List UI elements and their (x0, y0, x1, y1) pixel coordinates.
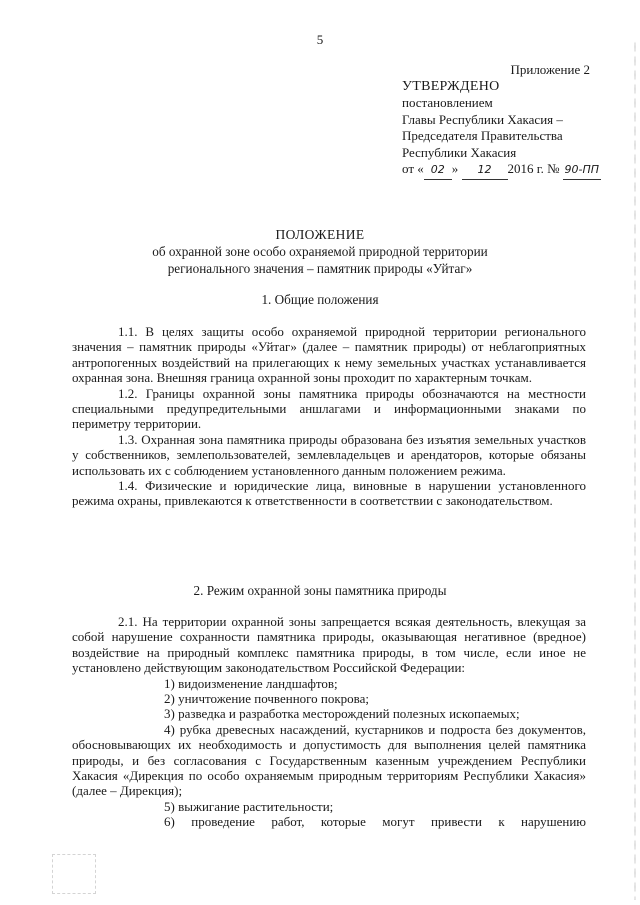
section-heading: 2. Режим охранной зоны памятника природы (193, 583, 447, 598)
section-1-body (72, 324, 586, 509)
list-item (72, 676, 586, 691)
title-main: ПОЛОЖЕНИЕ (275, 227, 365, 242)
list-number: 1) (164, 675, 175, 691)
list-number: 6) (164, 814, 175, 830)
page-number: 5 (316, 32, 324, 47)
paragraph: 1.4. Физические и юридические лица, виновные в нарушении установленного режима охраны, привлекаются к ответственности в соответствии с законодательством. (72, 478, 586, 509)
list-number: 2) (164, 691, 175, 707)
approval-line: постановлением (402, 95, 493, 110)
list-text: уничтожение почвенного покрова; (178, 691, 370, 707)
year-text: 2016 г. № (507, 161, 560, 176)
list-number: 4) (164, 721, 175, 737)
list-text: выжигание растительности; (178, 798, 334, 814)
approval-line: Республики Хакасия (402, 144, 517, 160)
approval-line: Главы Республики Хакасия – (402, 111, 563, 127)
list-number: 3) (164, 706, 175, 722)
list-text: проведение работ, которые могут привести к нарушению (191, 814, 586, 830)
handwritten-number: 90-ПП (563, 162, 601, 180)
scan-stamp-mark (52, 854, 96, 894)
date-separator: » (451, 161, 459, 176)
title-line: об охранной зоне особо охраняемой природной территории (152, 244, 488, 259)
handwritten-day: 02 (424, 162, 452, 180)
approval-block (402, 62, 602, 180)
list-item (72, 799, 586, 814)
section-2-body (72, 614, 586, 830)
list-text: рубка древесных насаждений, кустарников и подроста без документов, обосновывающих их необходимость и допустимость для выполнения целей памятника природы, и без согласования с Государственным казенным учреждением Республики Хакасия «Дирекция по особо охраняемым природным территориям Республики Хакасия» (далее – Дирекция); (72, 721, 586, 799)
paragraph: 1.2. Границы охранной зоны памятника природы обозначаются на местности специальными предупредительными аншлагами и информационными знаками по периметру территории. (72, 385, 586, 432)
scan-edge-artifact (634, 40, 636, 900)
approval-date-line (402, 161, 602, 180)
paragraph: 1.1. В целях защиты особо охраняемой природной территории регионального значения – памятник природы «Уйтаг» (далее – памятник природы) от неблагоприятных антропогенных воздействий на прилегающих к нему земельных участках устанавливается охранная зона. Внешняя граница охранной зоны проходит по характерным точкам. (72, 324, 586, 386)
list-item (72, 814, 586, 829)
title-line: регионального значения – памятник природы «Уйтаг» (167, 261, 473, 276)
list-item (72, 722, 586, 799)
list-text: разведка и разработка месторождений полезных ископаемых; (178, 706, 520, 722)
paragraph: 1.3. Охранная зона памятника природы образована без изъятия земельных участков у собственников, землепользователей, землевладельцев и арендаторов, которые обязаны использовать их с соблюдением установленного данным положением режима. (72, 431, 586, 478)
list-item (72, 706, 586, 721)
document-title (0, 226, 640, 277)
approved-stamp-text: УТВЕРЖДЕНО (402, 78, 500, 94)
paragraph: 2.1. На территории охранной зоны запрещается всякая деятельность, влекущая за собой нарушение сохранности памятника природы, оказывающая негативное (вредное) воздействие на природный комплекс памятника природы, в том числе, если иное не установлено действующим законодательством Российской Федерации: (72, 614, 586, 676)
list-item (72, 691, 586, 706)
section-heading: 1. Общие положения (261, 292, 379, 307)
appendix-label: Приложение 2 (510, 62, 590, 77)
list-number: 5) (164, 798, 175, 814)
date-prefix: от « (402, 161, 424, 176)
list-text: видоизменение ландшафтов; (178, 675, 338, 691)
approval-line: Председателя Правительства (402, 128, 563, 143)
handwritten-month: 12 (462, 162, 508, 180)
